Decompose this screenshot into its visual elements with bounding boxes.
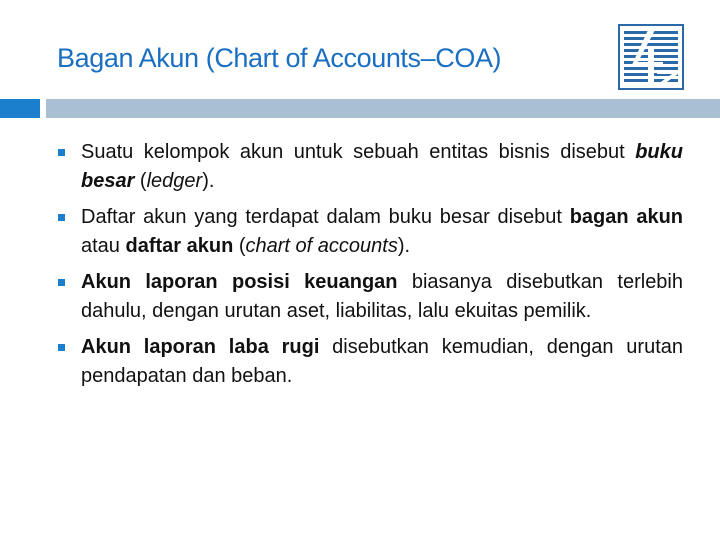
- list-item: Suatu kelompok akun untuk sebuah entitas bisnis disebut buku besar (ledger).: [58, 138, 683, 196]
- slide-title: Bagan Akun (Chart of Accounts–COA): [57, 43, 502, 73]
- square-bullet-icon: [58, 279, 65, 286]
- list-item: Daftar akun yang terdapat dalam buku besar disebut bagan akun atau daftar akun (chart of accounts).: [58, 203, 683, 261]
- bullet-list: [58, 138, 683, 398]
- square-bullet-icon: [58, 149, 65, 156]
- logo-icon: [618, 24, 684, 90]
- accent-bar: [0, 99, 40, 118]
- square-bullet-icon: [58, 214, 65, 221]
- list-item: Akun laporan posisi keuangan biasanya disebutkan terlebih dahulu, dengan urutan aset, liabilitas, lalu ekuitas pemilik.: [58, 268, 683, 326]
- list-item: Akun laporan laba rugi disebutkan kemudian, dengan urutan pendapatan dan beban.: [58, 333, 683, 391]
- divider-bar: [46, 99, 720, 118]
- square-bullet-icon: [58, 344, 65, 351]
